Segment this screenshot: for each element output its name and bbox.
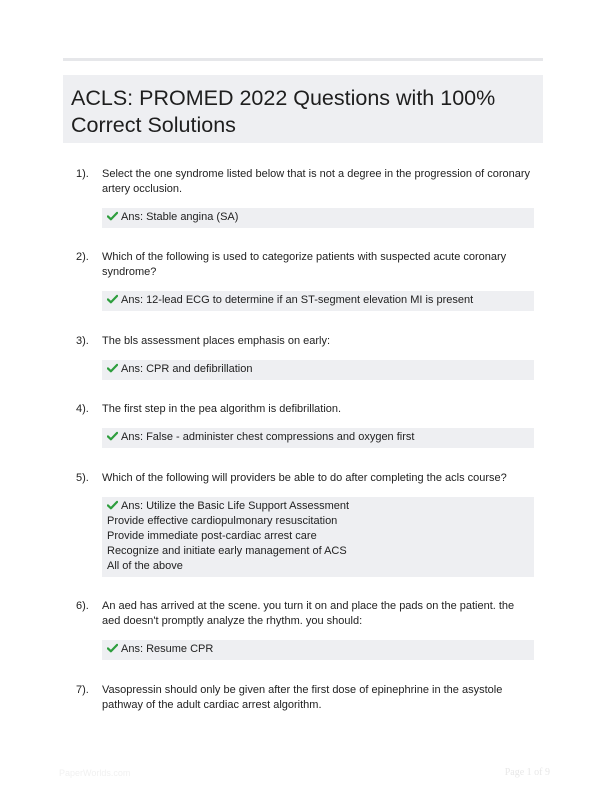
answer-line [107,210,529,225]
question-number: 6). [76,600,89,612]
answer-text: Ans: CPR and defibrillation [121,363,253,375]
check-icon [107,643,118,653]
page-indicator: Page 1 of 9 [504,767,550,778]
answer-text: Ans: Stable angina (SA) [121,211,239,223]
answer-line: Provide effective cardiopulmonary resuscitation [107,515,338,527]
answer-line [107,642,529,657]
answer-text: Ans: False - administer chest compressions and oxygen first [121,431,415,443]
question-number: 2). [76,251,89,263]
answer-line: All of the above [107,560,183,572]
answer-line [107,430,529,445]
answer-box [102,428,534,448]
answer-text: Ans: Resume CPR [121,643,214,655]
question-text: The first step in the pea algorithm is defibrillation. [102,403,342,415]
answer-text: Ans: Utilize the Basic Life Support Assessment [121,500,350,512]
question-text: An aed has arrived at the scene. you turn it on and place the pads on the patient. the aed doesn't promptly analyze the rhythm. you should: [102,600,515,627]
check-icon [107,211,118,221]
answer-line [107,499,529,514]
answer-box [102,640,534,660]
answer-line: Provide immediate post-cardiac arrest care [107,530,317,542]
answer-box [102,291,534,311]
question-number: 4). [76,403,89,415]
check-icon [107,294,118,304]
question-text: Vasopressin should only be given after the first dose of epinephrine in the asystole pathway of the adult cardiac arrest algorithm. [102,684,503,711]
answer-line: Recognize and initiate early management of ACS [107,545,347,557]
question-number: 7). [76,684,89,696]
question-number: 1). [76,168,89,180]
question-number: 5). [76,472,89,484]
question-number: 3). [76,335,89,347]
check-icon [107,431,118,441]
answer-line [107,293,529,308]
answer-box [102,208,534,228]
check-icon [107,363,118,373]
answer-box [102,360,534,380]
answer-text: Ans: 12-lead ECG to determine if an ST-segment elevation MI is present [121,294,474,306]
check-icon [107,500,118,510]
answer-box [102,497,534,577]
question-text: The bls assessment places emphasis on early: [102,335,331,347]
footer-watermark: PaperWorlds.com [59,768,131,778]
answer-line [107,362,529,377]
question-text: Which of the following will providers be able to do after completing the acls course? [102,472,507,484]
question-text: Which of the following is used to categorize patients with suspected acute coronary syndrome? [102,251,507,278]
question-text: Select the one syndrome listed below that is not a degree in the progression of coronary artery occlusion. [102,168,531,195]
document-title: ACLS: PROMED 2022 Questions with 100% Correct Solutions [71,86,496,137]
